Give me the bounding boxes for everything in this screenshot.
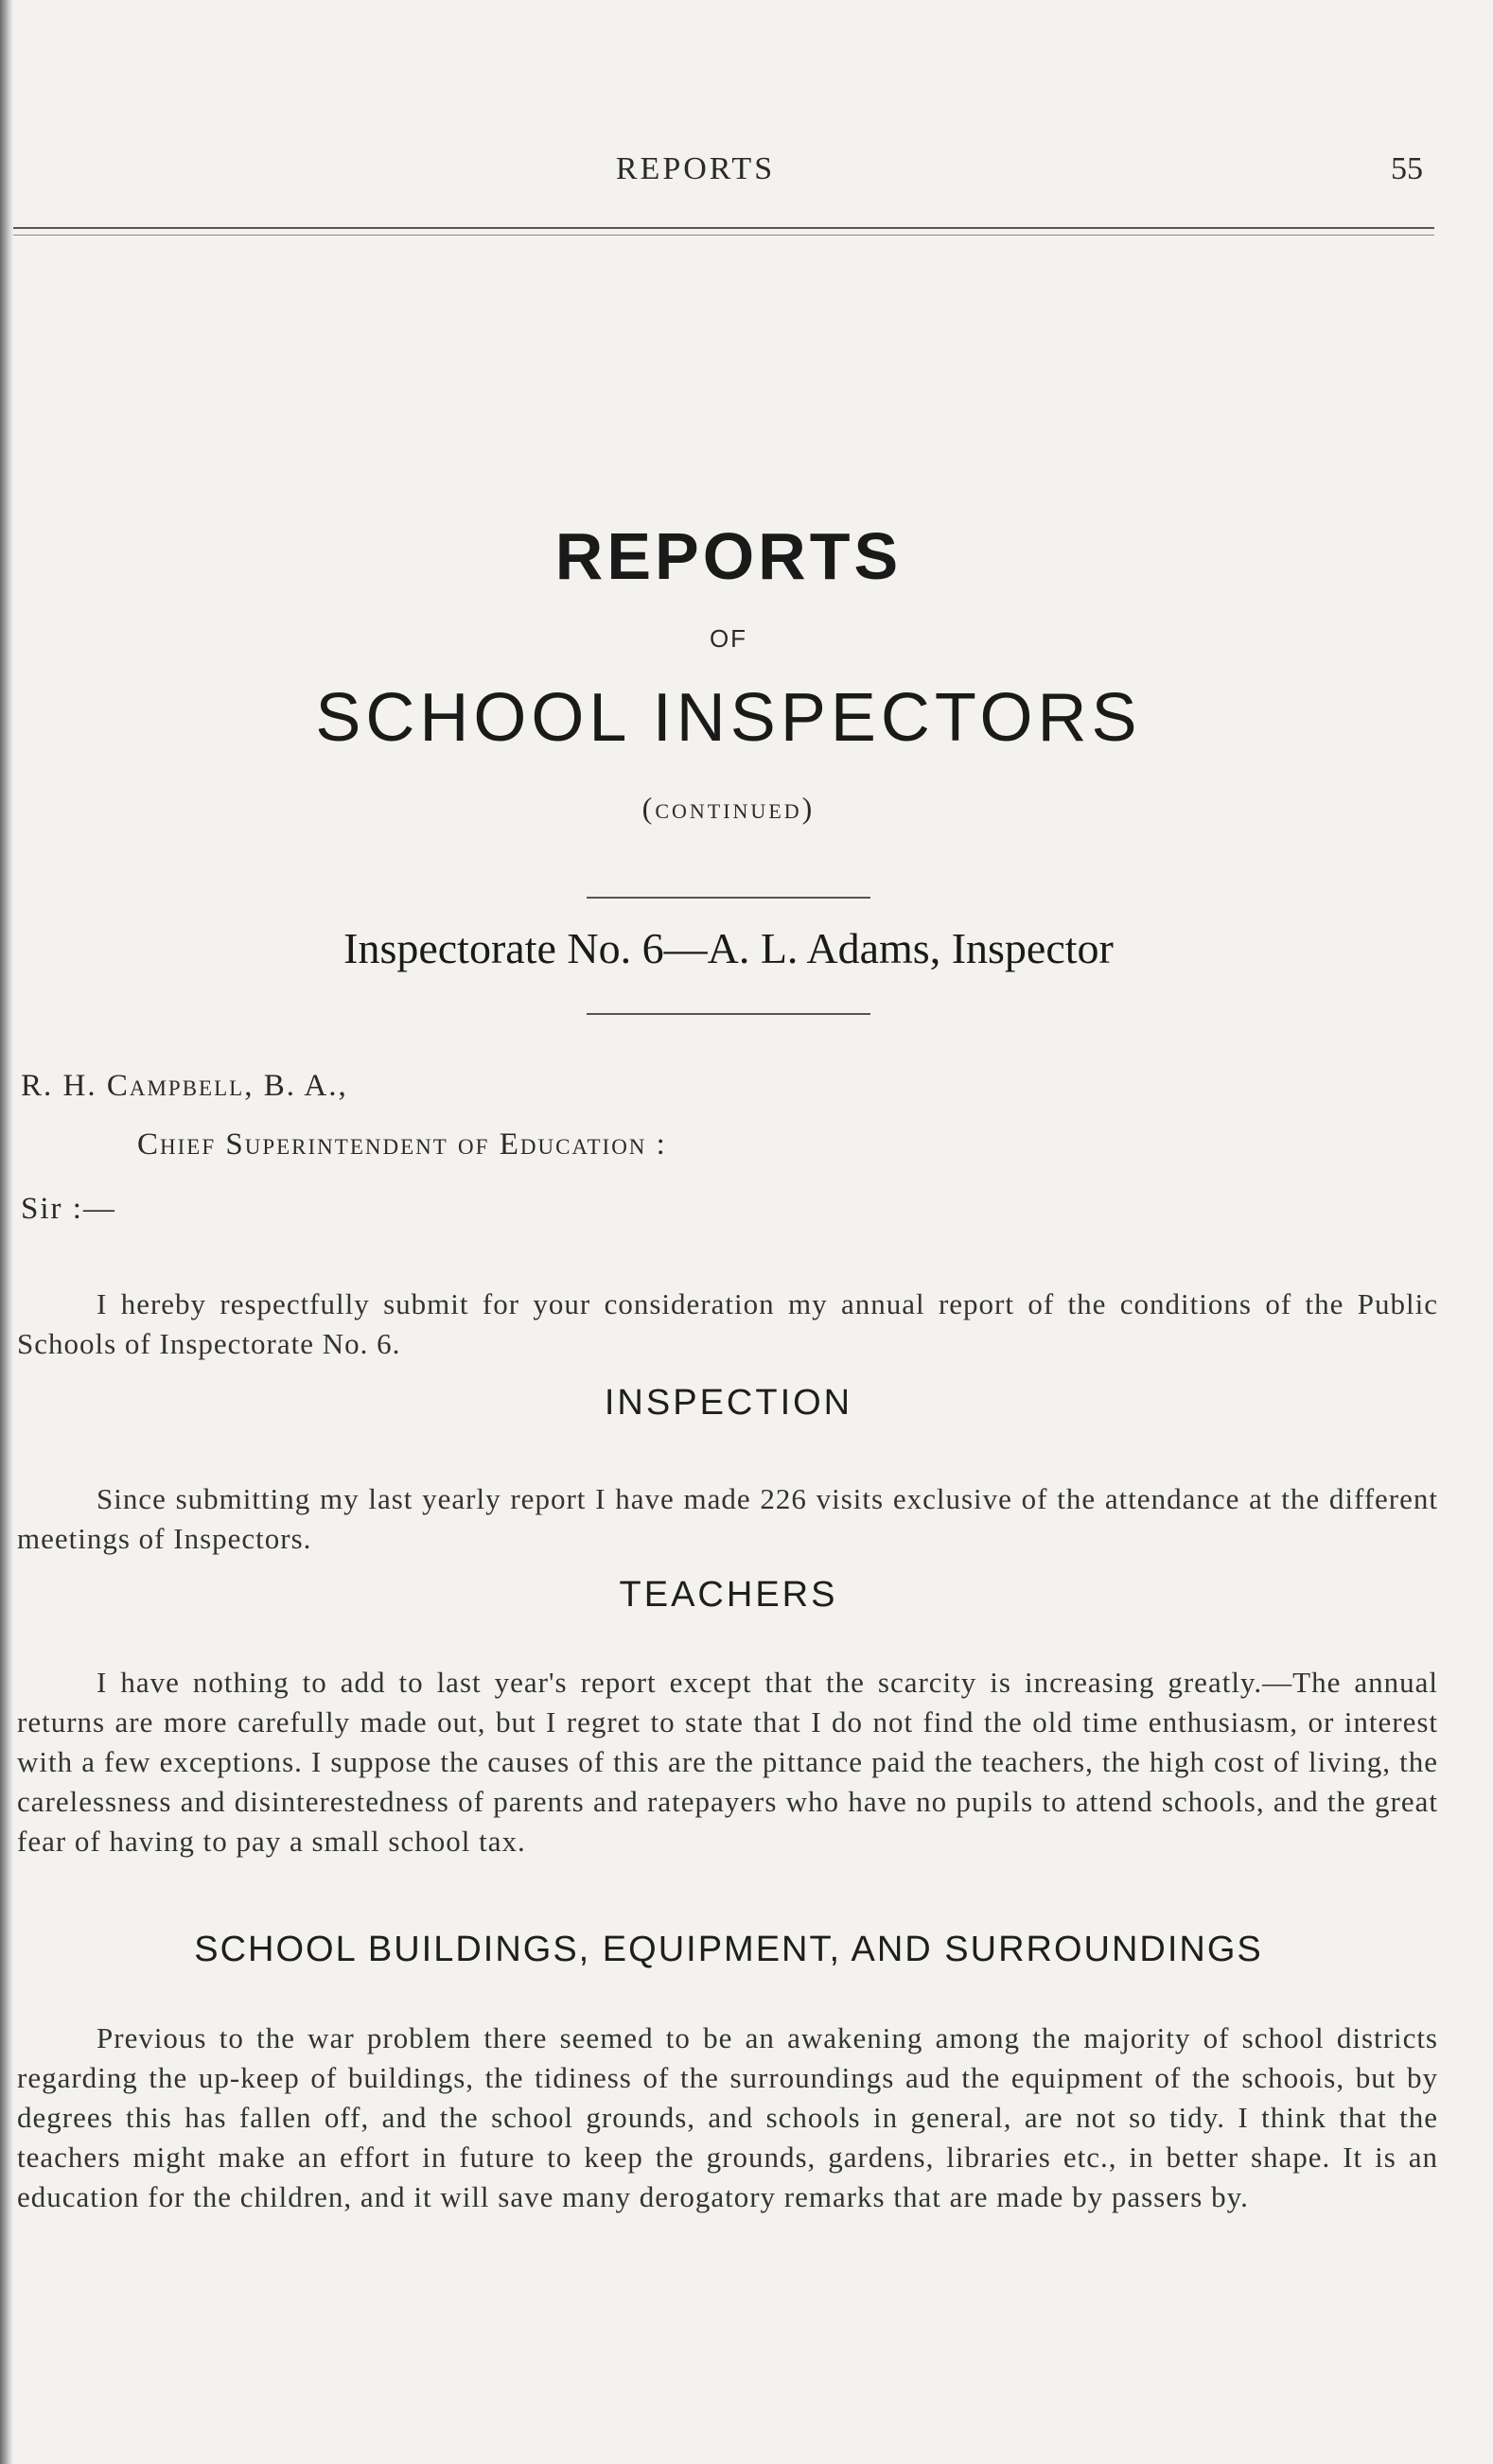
section-heading-inspection: INSPECTION: [604, 1383, 853, 1423]
intro-paragraph: I hereby respectfully submit for your consideration my annual report of the conditions of the Public Schools of Inspectorate No. 6.: [17, 1287, 1438, 1360]
section-paragraph-buildings: Previous to the war problem there seemed to be an awakening among the majority of school districts regarding the up-keep of buildings, the tidiness of the surroundings aud the equipment of the schoois, but by degrees this has fallen off, and the school grounds, and schools in general, are not so tidy. I think that the teachers might make an effort in future to keep the grounds, gardens, libraries etc., in better shape. It is an education for the children, and it will save many derogatory remarks that are made by passers by.: [17, 2021, 1438, 2213]
greeting: Sir :—: [21, 1192, 116, 1226]
inspectorate-heading: Inspectorate No. 6—A. L. Adams, Inspector: [343, 924, 1114, 972]
page-number: 55: [1391, 151, 1423, 186]
continued-label: (continued): [641, 791, 816, 825]
document-title: REPORTS: [554, 519, 903, 593]
section-paragraph-teachers: I have nothing to add to last year's report except that the scarcity is increasing greatly.—The annual returns are more carefully made out, but I regret to state that I do not find the old time enthusiasm, or interest with a few exceptions. I suppose the causes of this are the pittance paid the teachers, the high cost of living, the carelessness and disinterestedness of parents and ratepayers who have no pupils to attend schools, and the great fear of having to pay a small school tax.: [17, 1666, 1438, 1858]
running-head: REPORTS: [615, 151, 776, 186]
divider-rule: [587, 897, 870, 899]
section-heading-teachers: TEACHERS: [619, 1575, 838, 1615]
title-of: OF: [709, 624, 748, 653]
section-paragraph-inspection: Since submitting my last yearly report I have made 226 visits exclusive of the attendance at the different meetings of Inspectors.: [17, 1482, 1438, 1555]
divider-rule: [587, 1013, 870, 1015]
document-subtitle: SCHOOL INSPECTORS: [315, 680, 1142, 756]
addressee-title: Chief Superintendent of Education :: [137, 1127, 667, 1162]
section-heading-buildings: SCHOOL BUILDINGS, EQUIPMENT, AND SURROUNDINGS: [194, 1930, 1263, 1969]
header-rule: [13, 227, 1434, 236]
addressee: R. H. Campbell, B. A.,: [21, 1069, 348, 1103]
